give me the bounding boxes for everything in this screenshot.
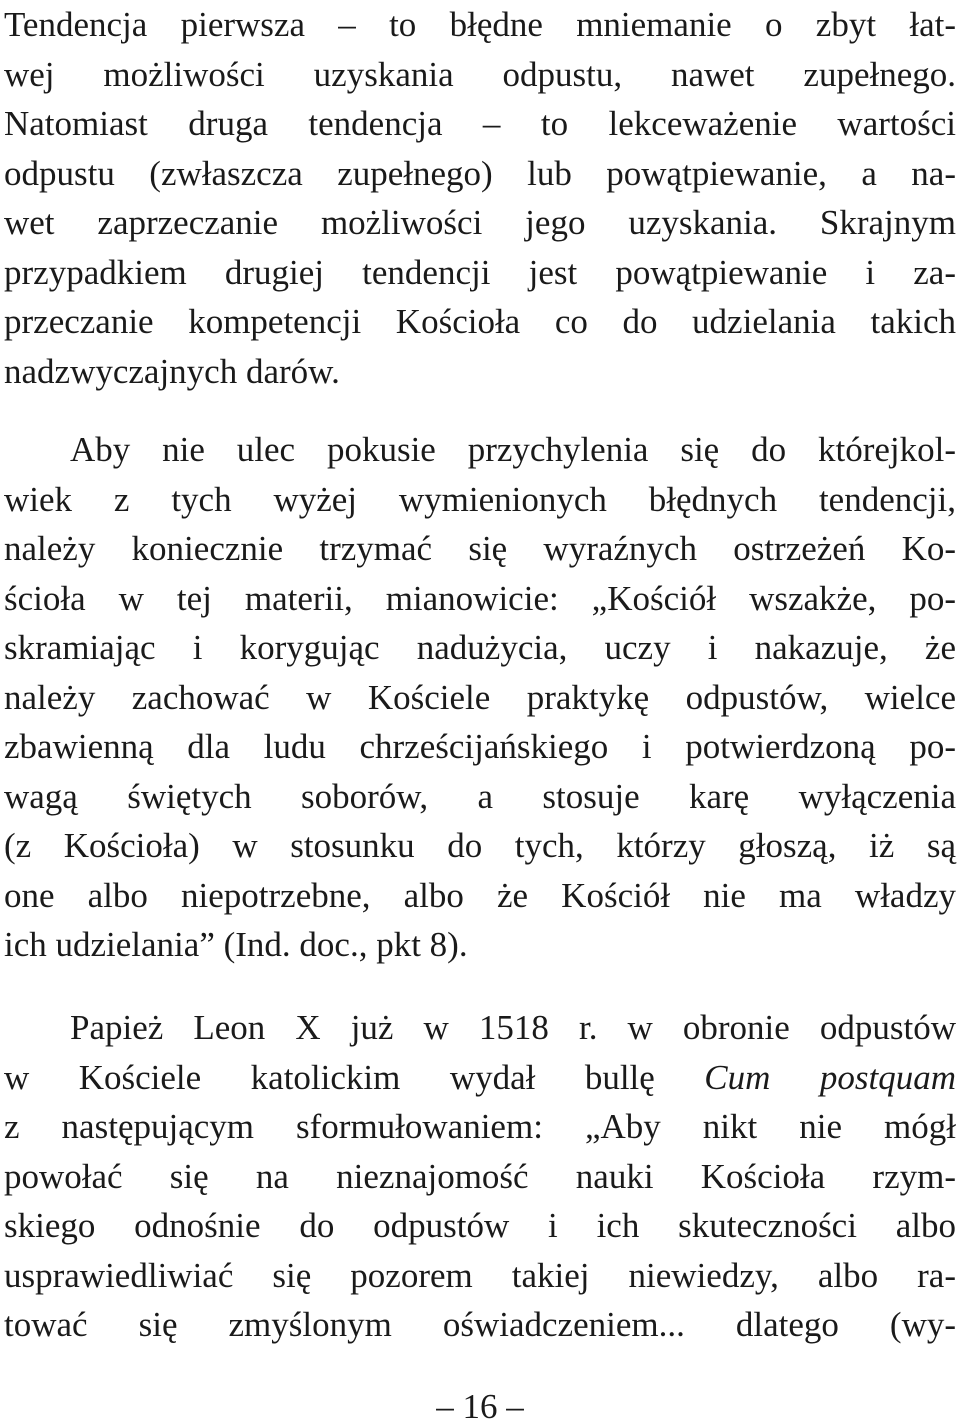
text-line: wet zaprzeczanie możliwości jego uzyskania. Skrajnym [4, 203, 956, 242]
text-line [4, 1053, 956, 1103]
text-line: przypadkiem drugiej tendencji jest powątpiewanie i za- [4, 252, 956, 292]
page-number: – 16 – [436, 1387, 524, 1426]
text-line: Aby nie ulec pokusie przychylenia się do którejkol- [70, 430, 956, 469]
text-line: usprawiedliwiać się pozorem takiej niewiedzy, albo ra- [4, 1255, 956, 1295]
text-line: (z Kościoła) w stosunku do tych, którzy głoszą, iż są [4, 826, 956, 865]
paragraph-3 [4, 1003, 956, 1350]
text-line: ich udzielania” (Ind. doc., pkt 8). [4, 925, 468, 964]
text-line: nadzwyczajnych darów. [4, 351, 340, 391]
text-line: one albo niepotrzebne, albo że Kościół nie ma władzy [4, 875, 956, 915]
text-line: skramiając i korygując nadużycia, uczy i nakazuje, że [4, 628, 956, 667]
text-line: wagą świętych soborów, a stosuje karę wyłączenia [4, 776, 956, 816]
text-line: Tendencja pierwsza – to błędne mniemanie o zbyt łat- [4, 5, 956, 44]
text-line: odpustu (zwłaszcza zupełnego) lub powątpiewanie, a na- [4, 153, 956, 193]
text-line: należy koniecznie trzymać się wyraźnych ostrzeżeń Ko- [4, 529, 956, 568]
text-line: tować się zmyślonym oświadczeniem... dlatego (wy- [4, 1305, 956, 1344]
text-line: zbawienną dla ludu chrześcijańskiego i potwierdzoną po- [4, 727, 956, 766]
text-run: w Kościele katolickim wydał bullę [4, 1057, 705, 1097]
text-line: przeczanie kompetencji Kościoła co do udzielania takich [4, 302, 956, 341]
text-line: skiego odnośnie do odpustów i ich skuteczności albo [4, 1206, 956, 1245]
bull-title: Cum postquam [704, 1057, 956, 1097]
text-line: należy zachować w Kościele praktykę odpustów, wielce [4, 677, 956, 717]
text-line: z następującym sformułowaniem: „Aby nikt nie mógł [4, 1107, 956, 1146]
paragraph-1 [4, 0, 956, 396]
text-line: ścioła w tej materii, mianowicie: „Kościół wszakże, po- [4, 578, 956, 618]
text-line: Papież Leon X już w 1518 r. w obronie odpustów [70, 1008, 956, 1047]
paragraph-2 [4, 425, 956, 970]
text-line: wiek z tych wyżej wymienionych błędnych tendencji, [4, 479, 956, 519]
text-line: wej możliwości uzyskania odpustu, nawet zupełnego. [4, 54, 956, 94]
text-line: Natomiast druga tendencja – to lekceważenie wartości [4, 104, 956, 143]
text-line: powołać się na nieznajomość nauki Kościoła rzym- [4, 1156, 956, 1196]
